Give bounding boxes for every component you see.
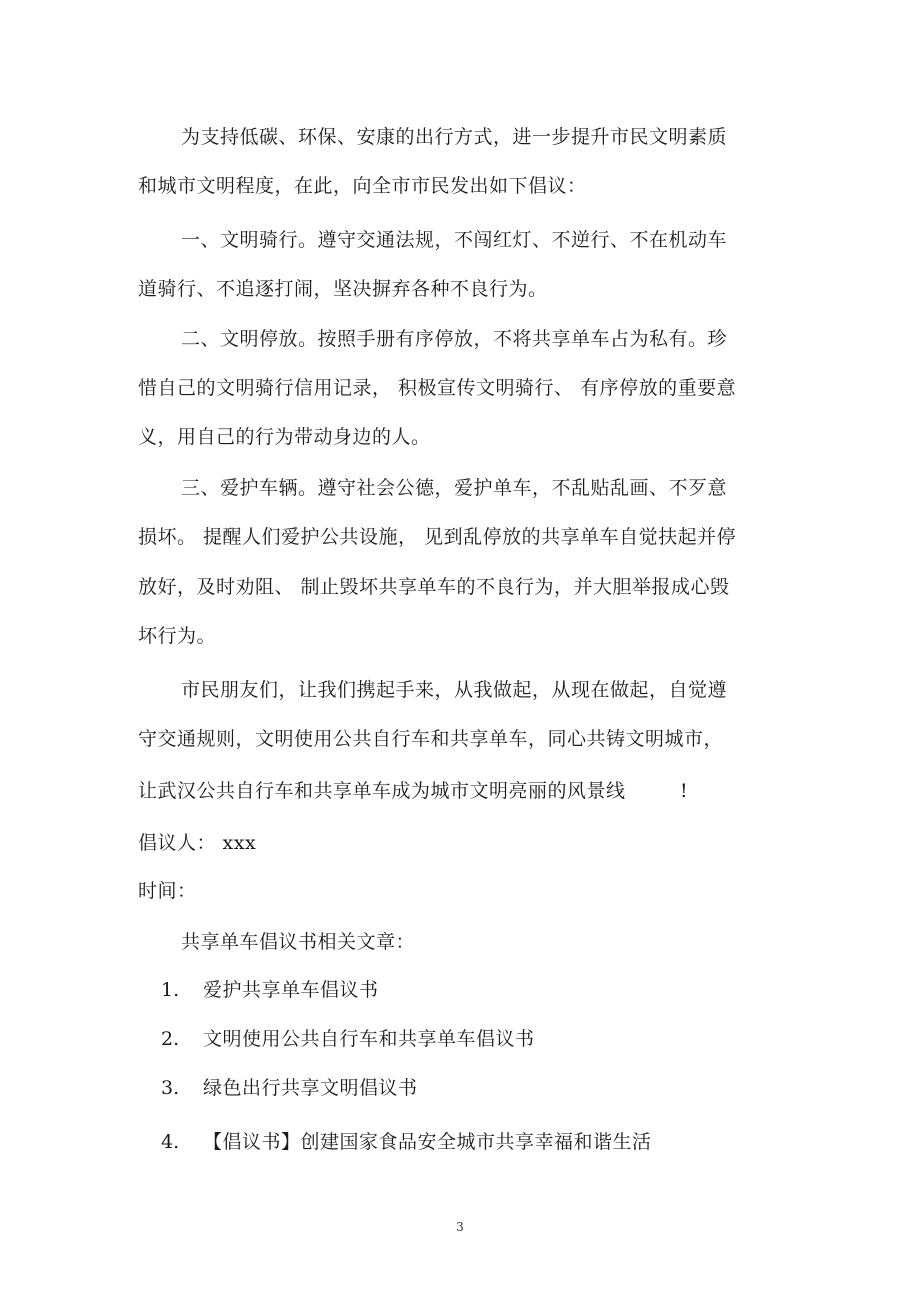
related-item-4-number: 4. — [161, 1131, 180, 1153]
related-heading: 共享单车倡议书相关文章： — [181, 931, 416, 953]
related-item-2-number: 2. — [161, 1028, 180, 1050]
closing-exclamation: ! — [680, 780, 688, 802]
closing-line-2: 守交通规则，文明使用公共自行车和共享单车，同心共铸文明城市， — [138, 728, 724, 750]
closing-line-3: 让武汉公共自行车和共享单车成为城市文明亮丽的风景线 — [138, 780, 626, 802]
item2-line-3: 义，用自己的行为带动身边的人。 — [138, 426, 431, 448]
closing-line-1: 市民朋友们，让我们携起手来，从我做起，从现在做起，自觉遵 — [181, 679, 728, 701]
item3-line-4: 坏行为。 — [138, 625, 217, 647]
page-number: 3 — [456, 1220, 464, 1234]
proposer-line: 倡议人： xxx — [138, 832, 257, 854]
item2-line-2: 惜自己的文明骑行信用记录， 积极宣传文明骑行、 有序停放的重要意 — [138, 377, 737, 399]
related-item-2-link[interactable]: 文明使用公共自行车和共享单车倡议书 — [203, 1028, 535, 1050]
related-item-1-link[interactable]: 爱护共享单车倡议书 — [203, 979, 379, 1001]
intro-line-2: 和城市文明程度，在此，向全市市民发出如下倡议： — [138, 175, 587, 197]
item3-line-3: 放好，及时劝阻、 制止毁坏共享单车的不良行为，并大胆举报成心毁 — [138, 576, 730, 598]
item2-line-1: 二、文明停放。按照手册有序停放，不将共享单车占为私有。珍 — [181, 328, 728, 350]
related-item-3-number: 3. — [161, 1077, 180, 1099]
intro-line-1: 为支持低碳、环保、安康的出行方式，进一步提升市民文明素质 — [181, 126, 728, 148]
related-item-4-link[interactable]: 【倡议书】创建国家食品安全城市共享幸福和谐生活 — [203, 1131, 652, 1153]
related-item-3-link[interactable]: 绿色出行共享文明倡议书 — [203, 1077, 418, 1099]
related-item-1-number: 1. — [161, 979, 180, 1001]
time-line: 时间： — [138, 880, 197, 902]
item1-line-2: 道骑行、不追逐打闹，坚决摒弃各种不良行为。 — [138, 278, 548, 300]
item3-line-2: 损坏。 提醒人们爱护公共设施， 见到乱停放的共享单车自觉扶起并停 — [138, 526, 737, 548]
item1-line-1: 一、文明骑行。遵守交通法规，不闯红灯、不逆行、不在机动车 — [181, 229, 728, 251]
item3-line-1: 三、爱护车辆。遵守社会公德，爱护单车，不乱贴乱画、不歹意 — [181, 477, 728, 499]
